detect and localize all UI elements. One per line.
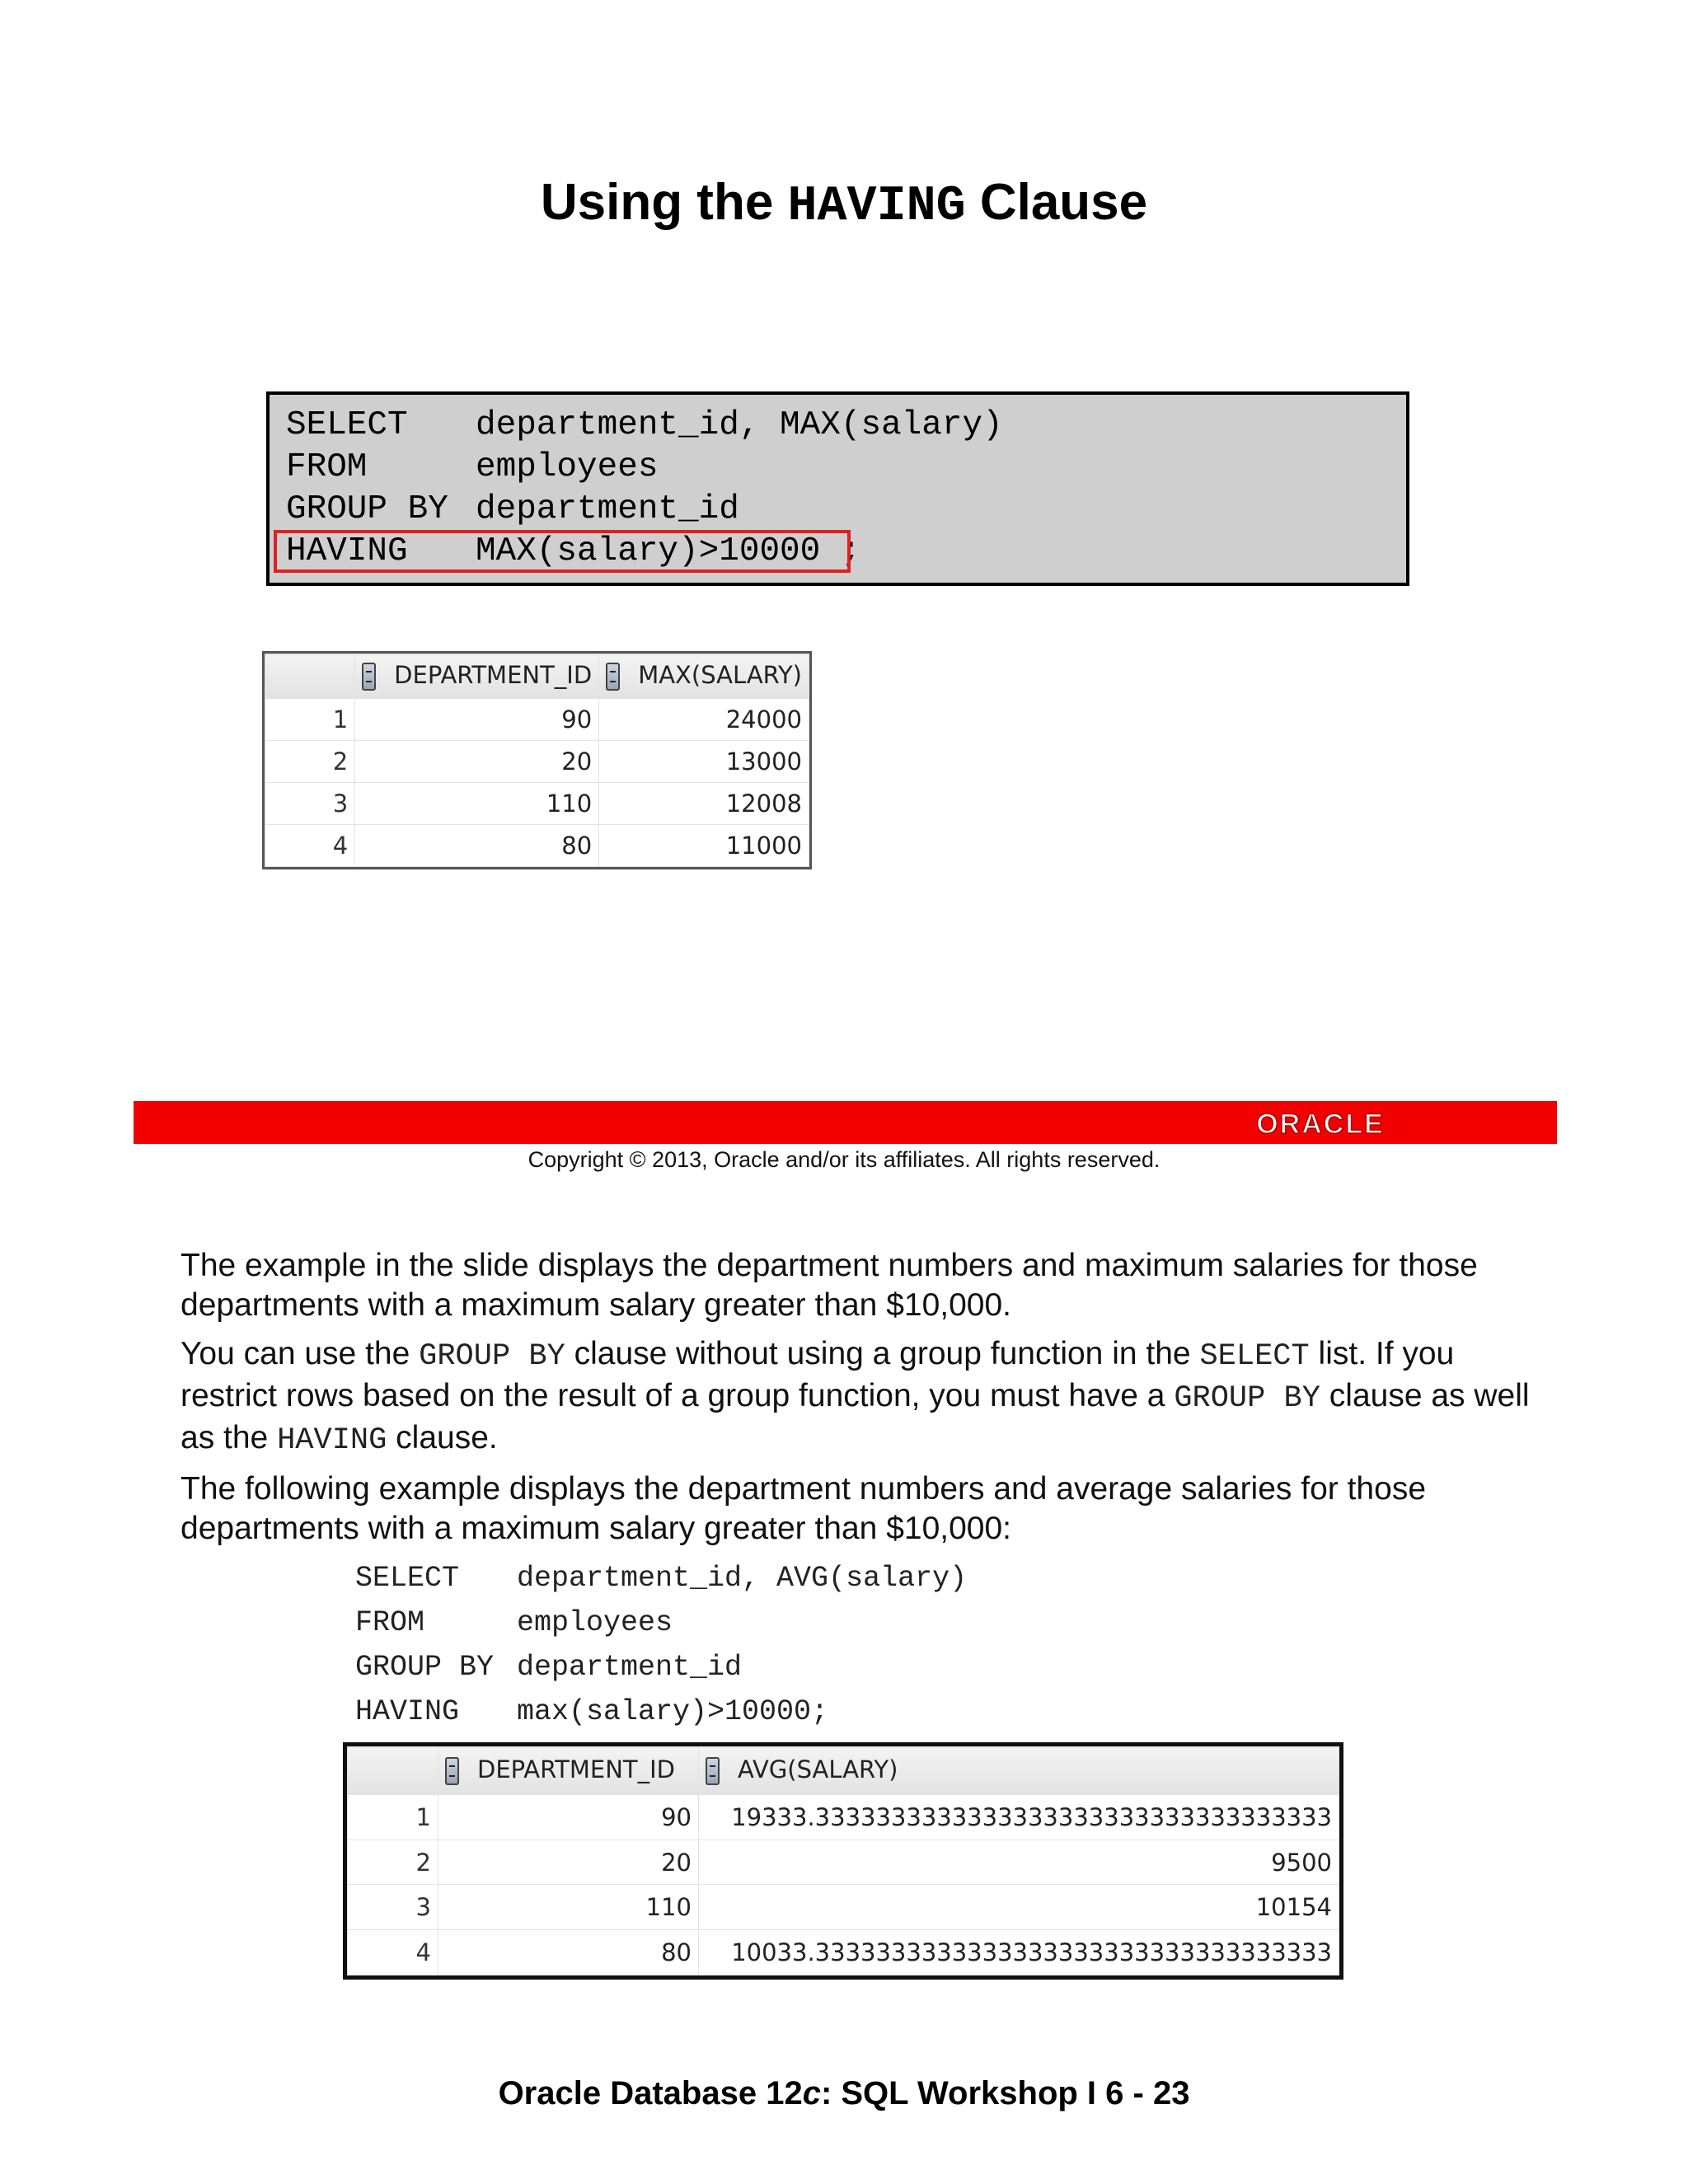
- sql-argument: department_id, AVG(salary): [517, 1562, 968, 1595]
- row-number: 3: [348, 1885, 438, 1930]
- row-number-header: [265, 654, 355, 699]
- footer-text: : SQL Workshop I 6 - 23: [820, 2075, 1190, 2111]
- result-grid-max-salary: [262, 651, 812, 869]
- code-line: [286, 405, 1406, 447]
- page-footer: [0, 2075, 1688, 2112]
- notes-text: list. If you restrict rows based on the result of a group function, you must have a: [181, 1336, 1455, 1413]
- table-row: [348, 1794, 1339, 1840]
- cell-department-id[interactable]: 80: [355, 824, 599, 866]
- cell-avg-salary[interactable]: 10154: [699, 1885, 1339, 1930]
- column-header-label: AVG(SALARY): [738, 1755, 898, 1784]
- notes-text: clause without using a group function in the: [565, 1336, 1200, 1371]
- row-number: 3: [265, 782, 355, 824]
- table-row: [265, 740, 809, 782]
- footer-text: Oracle Database 12: [498, 2075, 803, 2111]
- cell-max-salary[interactable]: 11000: [599, 824, 809, 866]
- column-header-label: DEPARTMENT_ID: [477, 1755, 676, 1784]
- notes-paragraph-3: The following example displays the department numbers and average salaries for those departments with a maximum salary greater than $10,000:: [181, 1471, 1427, 1546]
- oracle-logo-text: ORACLE: [1256, 1108, 1385, 1137]
- table-row: [348, 1930, 1339, 1975]
- column-header-label: DEPARTMENT_ID: [394, 661, 593, 690]
- column-header-avg-salary[interactable]: [699, 1747, 1339, 1795]
- sql-keyword: FROM: [355, 1606, 425, 1639]
- sql-keyword: GROUP BY: [286, 490, 448, 528]
- notes-paragraph-1: The example in the slide displays the department numbers and maximum salaries for those departments with a maximum salary greater than $10,000.: [181, 1248, 1478, 1323]
- cell-max-salary[interactable]: 12008: [599, 782, 809, 824]
- sql-argument: employees: [517, 1606, 673, 1639]
- row-number: 1: [348, 1794, 438, 1840]
- copyright-notice: Copyright © 2013, Oracle and/or its affiliates. All rights reserved.: [528, 1147, 1160, 1172]
- sort-icon: [606, 663, 620, 691]
- grid-header-row: [348, 1747, 1339, 1795]
- sql-keyword: FROM: [286, 448, 368, 486]
- row-number: 2: [265, 740, 355, 782]
- footer-italic: c: [802, 2075, 821, 2111]
- cell-avg-salary[interactable]: 10033.3333333333333333333333333333333333: [699, 1930, 1339, 1975]
- row-number: 4: [348, 1930, 438, 1975]
- sql-keyword: HAVING: [355, 1695, 460, 1728]
- having-highlight-box: [274, 530, 851, 573]
- notes-text: You can use the: [181, 1336, 420, 1371]
- slide-title: [0, 173, 1688, 235]
- row-number: 1: [265, 698, 355, 740]
- grid-header-row: [265, 654, 809, 699]
- code-line: [286, 489, 1406, 531]
- cell-department-id[interactable]: 110: [438, 1885, 699, 1930]
- cell-avg-salary[interactable]: 19333.3333333333333333333333333333333333: [699, 1794, 1339, 1840]
- sql-argument: max(salary)>10000;: [517, 1695, 829, 1728]
- cell-department-id[interactable]: 20: [438, 1840, 699, 1885]
- cell-avg-salary[interactable]: 9500: [699, 1840, 1339, 1885]
- table-row: [348, 1885, 1339, 1930]
- table-row: [265, 824, 809, 866]
- column-header-department-id[interactable]: [438, 1747, 699, 1795]
- column-header-max-salary[interactable]: [599, 654, 809, 699]
- cell-max-salary[interactable]: 13000: [599, 740, 809, 782]
- table-row: [265, 782, 809, 824]
- inline-code: GROUP BY: [419, 1339, 565, 1374]
- cell-department-id[interactable]: 80: [438, 1930, 699, 1975]
- sql-keyword: SELECT: [286, 406, 408, 444]
- code-line: [286, 447, 1406, 489]
- notes-paragraph-2: [181, 1334, 1532, 1460]
- sql-keyword: GROUP BY: [355, 1651, 495, 1684]
- sql-keyword: SELECT: [355, 1562, 460, 1595]
- cell-max-salary[interactable]: 24000: [599, 698, 809, 740]
- notes-text: clause as well as the: [181, 1378, 1530, 1455]
- sort-icon: [445, 1757, 459, 1785]
- cell-department-id[interactable]: 110: [355, 782, 599, 824]
- cell-department-id[interactable]: 20: [355, 740, 599, 782]
- cell-department-id[interactable]: 90: [438, 1794, 699, 1840]
- sort-icon: [362, 663, 376, 691]
- sql-argument: department_id: [476, 490, 739, 528]
- sql-argument: MAX(salary)>10000 ;: [476, 532, 861, 570]
- cell-department-id[interactable]: 90: [355, 698, 599, 740]
- title-prefix: Using the: [540, 174, 788, 231]
- sql-keyword: HAVING: [286, 532, 408, 570]
- result-grid-avg-salary: [343, 1742, 1343, 1980]
- inline-code: SELECT: [1199, 1339, 1310, 1374]
- inline-code: GROUP BY: [1174, 1381, 1320, 1416]
- sql-argument: department_id: [517, 1651, 743, 1684]
- title-suffix: Clause: [965, 174, 1148, 231]
- sql-argument: employees: [476, 448, 659, 486]
- oracle-logo: [1231, 1108, 1409, 1137]
- row-number: 2: [348, 1840, 438, 1885]
- column-header-department-id[interactable]: [355, 654, 599, 699]
- title-keyword: HAVING: [787, 179, 966, 235]
- sort-icon: [706, 1757, 720, 1785]
- table-row: [265, 698, 809, 740]
- notes-text: clause.: [387, 1420, 498, 1455]
- table-row: [348, 1840, 1339, 1885]
- sql-argument: department_id, MAX(salary): [476, 406, 1003, 444]
- instructor-notes: [181, 1246, 1532, 1558]
- inline-code: HAVING: [277, 1423, 387, 1458]
- row-number-header: [348, 1747, 438, 1795]
- column-header-label: MAX(SALARY): [638, 661, 802, 690]
- row-number: 4: [265, 824, 355, 866]
